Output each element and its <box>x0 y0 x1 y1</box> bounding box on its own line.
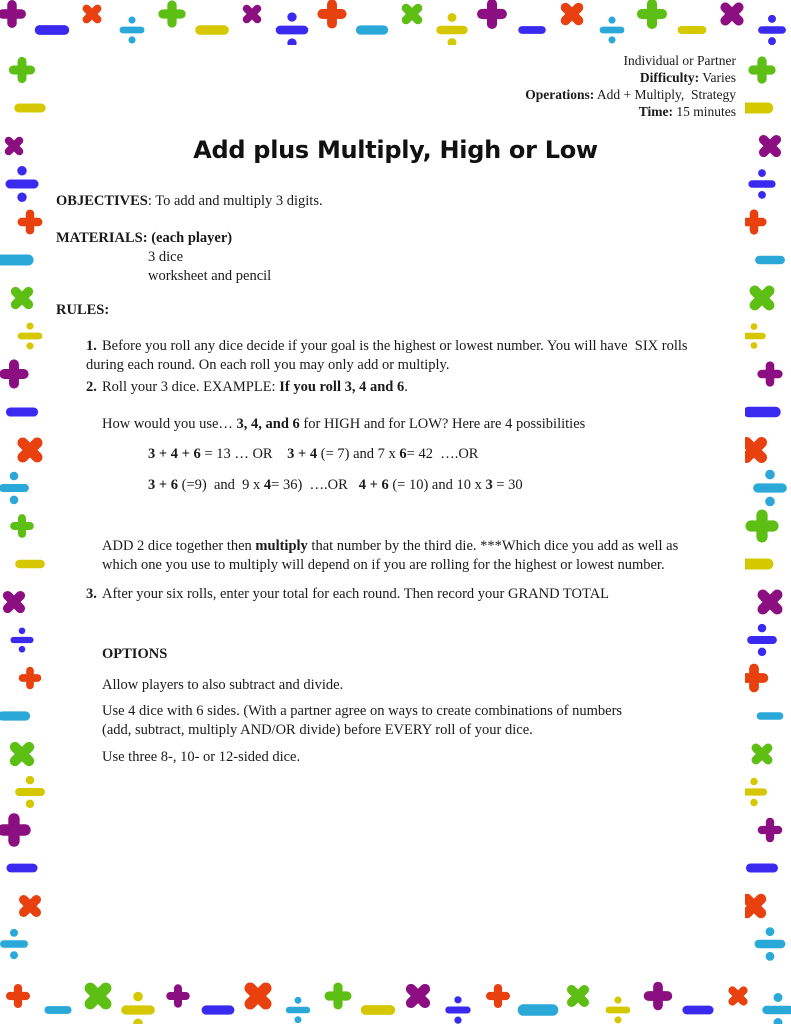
minus-icon <box>743 407 780 418</box>
materials-item: 3 dice <box>148 249 184 265</box>
how-question <box>102 415 742 434</box>
operations-label: Operations: <box>525 87 595 102</box>
example-equations-1 <box>148 445 788 464</box>
divide-icon <box>748 169 775 199</box>
minus-icon <box>35 25 69 35</box>
divide-icon <box>276 12 309 47</box>
divide-icon <box>742 323 766 349</box>
minus-icon <box>195 25 229 35</box>
time-label: Time: <box>638 104 673 119</box>
add-pre: ADD 2 dice together then <box>102 538 256 554</box>
operations-line <box>525 86 736 103</box>
times-icon <box>236 0 268 30</box>
add-post: that number by the third die. ***Which dice you add as well as <box>307 538 679 554</box>
option-item: Allow players to also subtract and divide. <box>102 677 344 693</box>
option-item <box>102 702 742 740</box>
plus-icon <box>18 210 43 235</box>
eq-text: = 30 <box>492 477 523 493</box>
plus-icon <box>741 209 766 234</box>
worksheet-panel <box>46 45 745 975</box>
eq-bold: 3 <box>485 477 493 493</box>
rule-number: 3. <box>86 586 97 602</box>
eq-bold: 3 + 4 + 6 <box>148 446 201 462</box>
eq-text: = 42 ….OR <box>406 446 479 462</box>
divide-icon <box>120 16 145 43</box>
how-pre: How would you use… <box>102 416 237 432</box>
times-icon <box>394 0 430 32</box>
minus-icon <box>6 864 37 873</box>
minus-icon <box>356 25 388 34</box>
divide-icon <box>445 996 470 1024</box>
add-bold: multiply <box>255 538 308 554</box>
divide-icon <box>121 992 155 1024</box>
plus-icon <box>166 984 189 1007</box>
activity-meta <box>525 52 736 120</box>
divide-icon <box>10 627 33 652</box>
eq-text: (= 7) and 7 x <box>317 446 400 462</box>
minus-icon <box>0 711 30 720</box>
rule-1 <box>86 337 736 375</box>
times-icon <box>721 979 755 1013</box>
materials-item: worksheet and pencil <box>148 268 272 284</box>
minus-icon <box>15 560 45 568</box>
times-icon <box>2 278 41 317</box>
minus-icon <box>202 1005 235 1014</box>
how-numbers: 3, 4, and 6 <box>236 416 300 432</box>
time-value: 15 minutes <box>673 104 736 119</box>
format-text: Individual or Partner <box>623 53 736 68</box>
option-line: (add, subtract, multiply AND/OR divide) before EVERY roll of your dice. <box>102 722 533 738</box>
plus-icon <box>758 818 783 843</box>
divide-icon <box>0 929 28 959</box>
plus-icon <box>324 982 351 1009</box>
times-icon <box>744 736 781 773</box>
times-icon <box>559 977 598 1016</box>
plus-icon <box>6 984 30 1008</box>
option-line: Use 4 dice with 6 sides. (With a partner agree on ways to create combinations of numbers <box>102 703 623 719</box>
plus-icon <box>158 0 185 27</box>
times-icon <box>751 127 790 166</box>
plus-icon <box>19 667 42 690</box>
times-icon <box>1 733 44 776</box>
minus-icon <box>746 863 778 872</box>
minus-icon <box>678 26 707 34</box>
example-equations-2 <box>148 476 788 495</box>
divide-icon <box>5 166 38 202</box>
minus-icon <box>6 407 38 416</box>
minus-icon <box>44 1006 71 1014</box>
rule-2-text: Roll your 3 dice. EXAMPLE: <box>102 379 280 395</box>
minus-icon <box>682 1006 713 1015</box>
times-icon <box>552 0 592 34</box>
divide-icon <box>0 472 29 504</box>
rules-label: RULES: <box>56 302 110 318</box>
times-icon <box>748 580 791 624</box>
times-icon <box>397 975 440 1018</box>
plus-icon <box>10 514 34 538</box>
eq-text: (= 10) and 10 x <box>388 477 486 493</box>
plus-icon <box>644 982 673 1011</box>
rule-2-end: . <box>404 379 408 395</box>
rule-1-line-2: during each round. On each roll you may only add or multiply. <box>86 357 450 373</box>
plus-icon <box>317 0 346 29</box>
plus-icon <box>486 984 510 1008</box>
rule-2 <box>86 378 736 397</box>
divide-icon <box>755 927 786 960</box>
divide-icon <box>15 776 45 808</box>
plus-icon <box>477 0 507 29</box>
how-post: for HIGH and for LOW? Here are 4 possibilities <box>299 416 586 432</box>
difficulty-value: Varies <box>699 70 736 85</box>
rule-1-line-1: Before you roll any dice decide if your goal is the highest or lowest number. You will have SIX rolls <box>102 338 688 354</box>
eq-text: (=9) and 9 x <box>178 477 264 493</box>
divide-icon <box>18 323 43 350</box>
plus-icon <box>748 56 775 83</box>
add-multiply-explanation <box>102 537 742 575</box>
minus-icon <box>518 1004 559 1016</box>
options-label: OPTIONS <box>102 646 168 662</box>
times-icon <box>0 583 33 622</box>
eq-bold: 3 + 6 <box>148 477 179 493</box>
minus-icon <box>361 1005 395 1015</box>
difficulty-line <box>525 69 736 86</box>
difficulty-label: Difficulty: <box>639 70 700 85</box>
plus-icon <box>0 359 29 388</box>
rule-3 <box>86 585 736 604</box>
eq-text: = 13 … OR <box>200 446 288 462</box>
eq-text: = 36) ….OR <box>271 477 359 493</box>
add-line-2: which one you use to multiply will depend on if you are rolling for the highest or lowest number. <box>102 557 665 573</box>
rule-2-example: If you roll 3, 4 and 6 <box>279 379 405 395</box>
materials-section <box>56 229 271 286</box>
objectives-section <box>56 192 323 211</box>
minus-icon <box>14 104 45 113</box>
plus-icon <box>9 57 35 83</box>
eq-bold: 4 <box>263 477 272 493</box>
times-icon <box>234 972 281 1019</box>
objectives-text: : To add and multiply 3 digits. <box>147 193 323 209</box>
materials-label: MATERIALS: (each player) <box>56 230 233 246</box>
minus-icon <box>518 26 546 34</box>
rule-number: 1. <box>86 338 97 354</box>
divide-icon <box>606 997 631 1024</box>
plus-icon <box>745 509 778 542</box>
divide-icon <box>758 15 786 45</box>
times-icon <box>11 887 50 926</box>
times-icon <box>75 0 108 31</box>
plus-icon <box>0 813 31 846</box>
times-icon <box>740 276 784 320</box>
divide-icon <box>286 997 310 1023</box>
page-title: Add plus Multiply, High or Low <box>193 136 598 164</box>
eq-bold: 4 + 6 <box>358 477 389 493</box>
rule-3-text: After your six rolls, enter your total for each round. Then record your GRAND TOTAL <box>102 586 610 602</box>
plus-icon <box>637 0 667 29</box>
divide-icon <box>747 624 777 656</box>
divide-icon <box>436 13 467 47</box>
option-item: Use three 8-, 10- or 12-sided dice. <box>102 749 301 765</box>
divide-icon <box>600 17 625 44</box>
eq-bold: 3 + 4 <box>287 446 318 462</box>
time-line <box>525 103 736 120</box>
minus-icon <box>755 256 785 264</box>
operations-value: Add + Multiply, Strategy <box>594 87 736 102</box>
rule-number: 2. <box>86 379 97 395</box>
objectives-label: OBJECTIVES <box>56 193 148 209</box>
plus-icon <box>0 0 26 28</box>
times-icon <box>712 0 753 34</box>
eq-bold: 6 <box>399 446 407 462</box>
divide-icon <box>762 993 791 1024</box>
plus-icon <box>757 361 782 386</box>
times-icon <box>74 972 121 1019</box>
times-icon <box>0 130 30 162</box>
minus-icon <box>757 712 784 720</box>
minus-icon <box>0 254 34 265</box>
